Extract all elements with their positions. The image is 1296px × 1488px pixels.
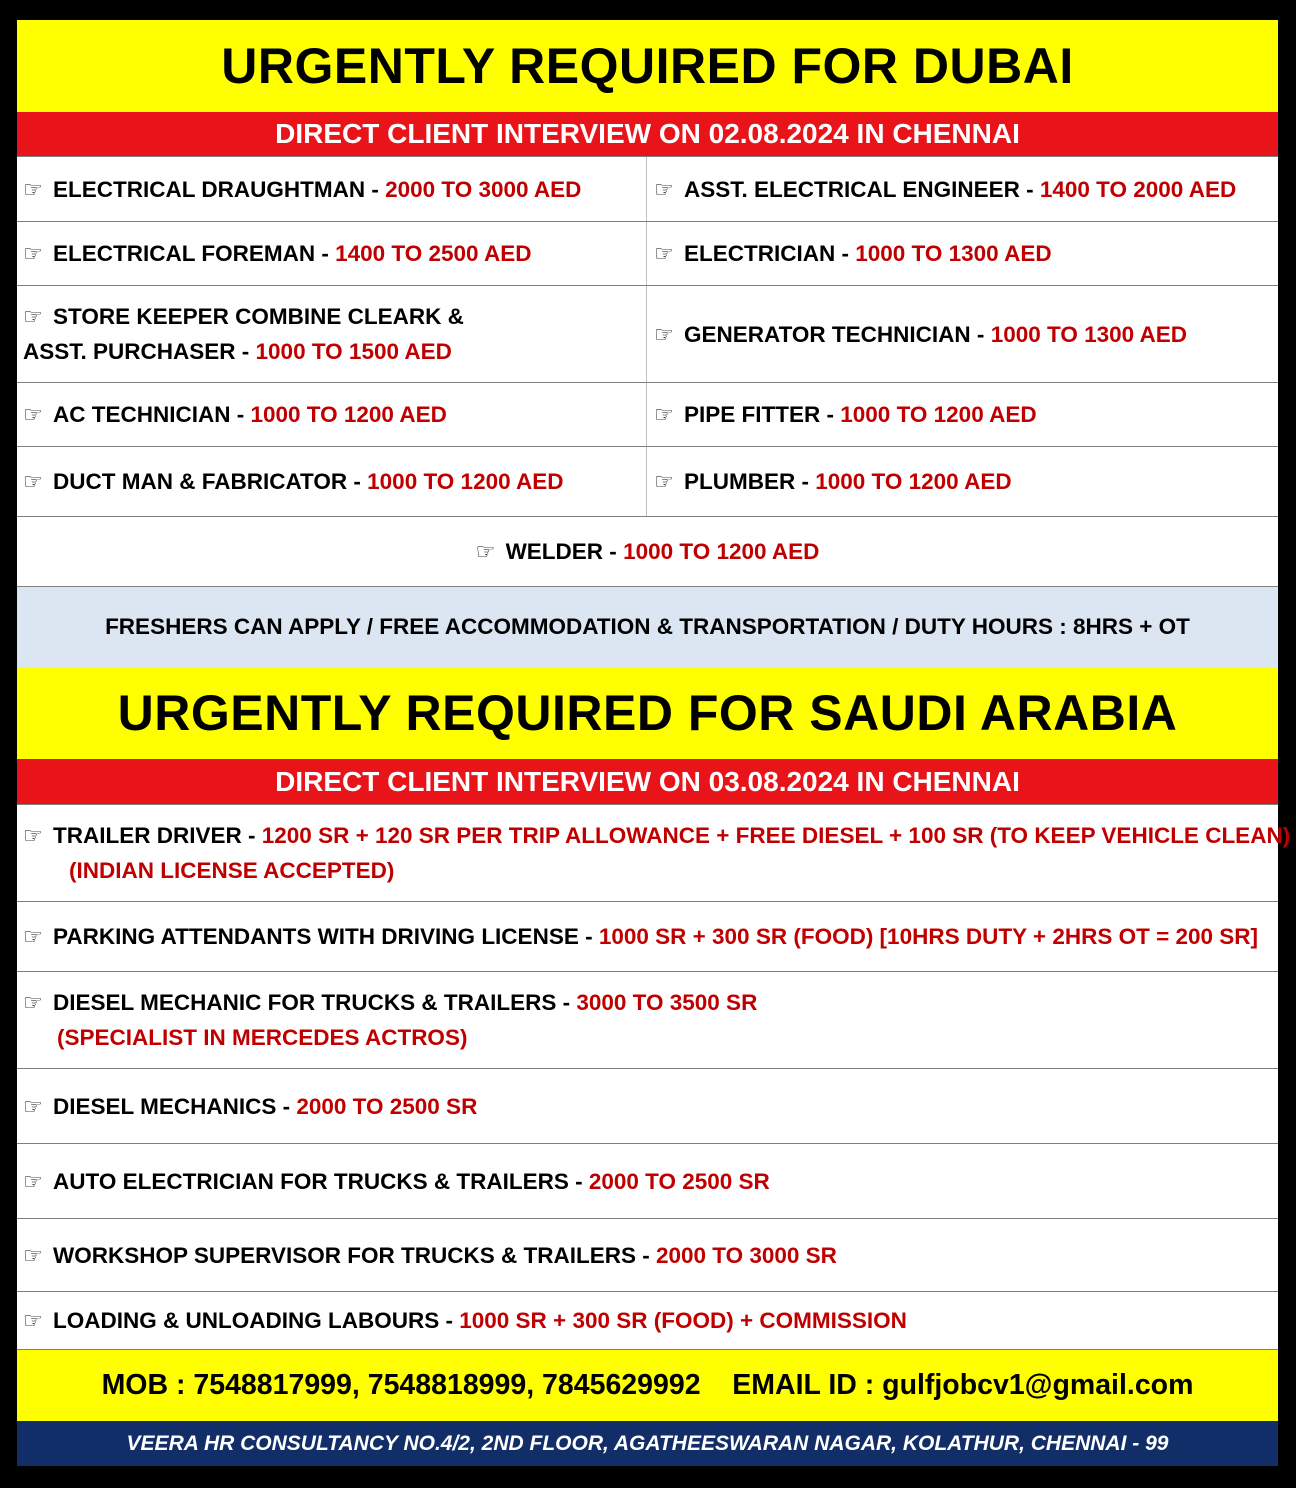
saudi-row-5: [17, 1143, 1278, 1218]
job-diesel-mechanic-trucks: ☞ DIESEL MECHANIC FOR TRUCKS & TRAILERS - 3000 TO 3500 SR (SPECIALIST IN MERCEDES ACTROS): [17, 972, 1278, 1068]
dubai-row-4: [17, 382, 1278, 446]
pointing-hand-icon: ☞: [23, 176, 43, 202]
saudi-title: URGENTLY REQUIRED FOR SAUDI ARABIA: [17, 667, 1278, 759]
dubai-row-3: [17, 285, 1278, 382]
job-electrician: ☞ ELECTRICIAN - 1000 TO 1300 AED: [648, 222, 1278, 285]
job-duct-man: ☞ DUCT MAN & FABRICATOR - 1000 TO 1200 AED: [17, 447, 647, 516]
job-diesel-mechanics: ☞ DIESEL MECHANICS - 2000 TO 2500 SR: [17, 1069, 1278, 1143]
pointing-hand-icon: ☞: [23, 924, 43, 949]
dubai-row-2: [17, 221, 1278, 285]
job-plumber: ☞ PLUMBER - 1000 TO 1200 AED: [648, 447, 1278, 516]
saudi-row-3: [17, 971, 1278, 1068]
saudi-row-1: [17, 804, 1291, 901]
job-asst-electrical-engineer: ☞ ASST. ELECTRICAL ENGINEER - 1400 TO 2000 AED: [648, 157, 1278, 221]
dubai-row-6: [17, 516, 1278, 585]
job-store-keeper: ☞ STORE KEEPER COMBINE CLEARK & ASST. PURCHASER - 1000 TO 1500 AED: [17, 286, 647, 382]
pointing-hand-icon: ☞: [23, 469, 43, 494]
pointing-hand-icon: ☞: [23, 990, 43, 1015]
job-auto-electrician: ☞ AUTO ELECTRICIAN FOR TRUCKS & TRAILERS - 2000 TO 2500 SR: [17, 1144, 1278, 1218]
saudi-row-4: [17, 1068, 1278, 1143]
benefits-text: FRESHERS CAN APPLY / FREE ACCOMMODATION & TRANSPORTATION / DUTY HOURS : 8HRS + OT: [105, 614, 1190, 639]
contact-bar: [17, 1349, 1278, 1421]
job-pipe-fitter: ☞ PIPE FITTER - 1000 TO 1200 AED: [648, 383, 1278, 446]
pointing-hand-icon: ☞: [23, 1242, 43, 1268]
pointing-hand-icon: ☞: [654, 176, 674, 202]
dubai-row-1: [17, 156, 1278, 221]
job-poster: [17, 20, 1291, 1466]
job-loading-labours: ☞ LOADING & UNLOADING LABOURS - 1000 SR + 300 SR (FOOD) + COMMISSION: [17, 1292, 1278, 1349]
saudi-interview-banner: DIRECT CLIENT INTERVIEW ON 03.08.2024 IN CHENNAI: [17, 759, 1278, 804]
pointing-hand-icon: ☞: [654, 321, 674, 347]
mobile-numbers: MOB : 7548817999, 7548818999, 7845629992: [101, 1369, 701, 1401]
pointing-hand-icon: ☞: [654, 469, 674, 494]
job-electrical-draughtman: ☞ ELECTRICAL DRAUGHTMAN - 2000 TO 3000 AED: [17, 157, 647, 221]
pointing-hand-icon: ☞: [23, 304, 43, 329]
dubai-interview-banner: DIRECT CLIENT INTERVIEW ON 02.08.2024 IN CHENNAI: [17, 112, 1278, 156]
pointing-hand-icon: ☞: [23, 241, 43, 266]
job-ac-technician: ☞ AC TECHNICIAN - 1000 TO 1200 AED: [17, 383, 647, 446]
job-parking-attendants: ☞ PARKING ATTENDANTS WITH DRIVING LICENSE - 1000 SR + 300 SR (FOOD) [10HRS DUTY + 2HRS OT = 200 SR]: [17, 902, 1278, 971]
pointing-hand-icon: ☞: [23, 402, 43, 427]
pointing-hand-icon: ☞: [475, 538, 496, 564]
footer-address: VEERA HR CONSULTANCY NO.4/2, 2ND FLOOR, AGATHEESWARAN NAGAR, KOLATHUR, CHENNAI - 99: [126, 1431, 1169, 1455]
pointing-hand-icon: ☞: [654, 402, 674, 427]
job-trailer-driver: ☞ TRAILER DRIVER - 1200 SR + 120 SR PER TRIP ALLOWANCE + FREE DIESEL + 100 SR (TO KEEP VEHICLE CLEAN) (INDIAN LICENSE ACCEPTED): [17, 805, 1278, 901]
job-workshop-supervisor: ☞ WORKSHOP SUPERVISOR FOR TRUCKS & TRAILERS - 2000 TO 3000 SR: [17, 1219, 1278, 1291]
saudi-row-2: [17, 901, 1278, 971]
footer-address-bar: [17, 1421, 1278, 1466]
dubai-row-5: [17, 446, 1278, 516]
pointing-hand-icon: ☞: [23, 1168, 43, 1194]
pointing-hand-icon: ☞: [23, 1308, 43, 1333]
pointing-hand-icon: ☞: [23, 1093, 43, 1119]
benefits-bar: [17, 586, 1278, 667]
job-welder: ☞ WELDER - 1000 TO 1200 AED: [17, 517, 1278, 585]
saudi-row-7: [17, 1291, 1278, 1349]
email-id: EMAIL ID : gulfjobcv1@gmail.com: [732, 1369, 1194, 1401]
pointing-hand-icon: ☞: [654, 241, 674, 266]
job-electrical-foreman: ☞ ELECTRICAL FOREMAN - 1400 TO 2500 AED: [17, 222, 647, 285]
pointing-hand-icon: ☞: [23, 823, 43, 848]
job-generator-technician: ☞ GENERATOR TECHNICIAN - 1000 TO 1300 AED: [648, 286, 1278, 382]
saudi-row-6: [17, 1218, 1278, 1291]
dubai-title: URGENTLY REQUIRED FOR DUBAI: [17, 20, 1278, 112]
